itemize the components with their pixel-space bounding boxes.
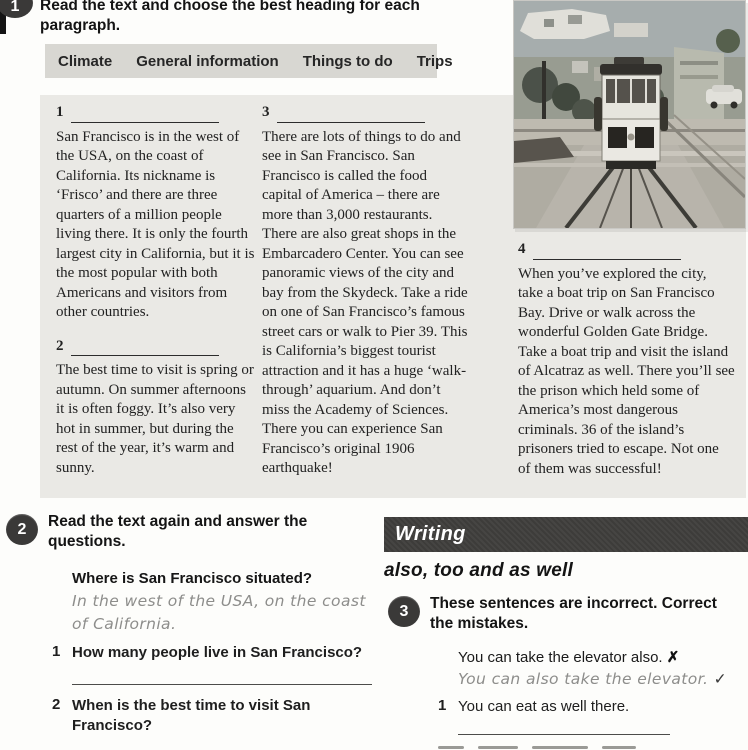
paragraph3-heading (262, 103, 470, 123)
question2-number: 2 (52, 696, 61, 713)
clipped-next-line (438, 746, 678, 750)
question1-text: How many people live in San Francisco? (72, 644, 363, 661)
bank-item-trips: Trips (416, 52, 453, 70)
paragraph2-number: 2 (56, 337, 64, 354)
exercise2-badge (6, 514, 38, 545)
passage-column-2 (262, 103, 470, 479)
paragraph4-heading (518, 240, 735, 260)
check-icon: ✓ (713, 670, 728, 688)
writing-header-label: Writing (395, 523, 466, 545)
example-wrong-text: You can take the elevator also. (458, 649, 663, 666)
paragraph3-number: 3 (262, 104, 270, 120)
question2-text: When is the best time to visit San Francisco? (72, 697, 311, 734)
writing-section-header (384, 517, 748, 552)
headings-bank (45, 44, 453, 78)
exercise2-badge-number: 2 (17, 520, 27, 538)
bank-item-things-to-do: Things to do (302, 52, 393, 70)
paragraph2-heading (56, 337, 256, 357)
exercise1-badge-number: 1 (10, 0, 20, 15)
exercise3-item-1 (438, 697, 738, 717)
paragraph4-heading-blank (533, 245, 681, 260)
paragraph2-text: The best time to visit is spring or autumn. On summer afternoons it is often foggy. It’s also very hot in summer, but during the rest of the year, it’s warm and sunny. (56, 362, 254, 476)
paragraph1-number: 1 (56, 104, 64, 120)
bank-item-general-information: General information (136, 52, 279, 70)
paragraph4-text: When you’ve explored the city, take a boat trip on San Francisco Bay. Drive or walk across the wonderful Golden Gate Bridge. Take a boat trip and visit the island of Alcatraz as well. There you’ll see the prison which held some of America’s most dangerous criminals. 36 of the island’s prisoners tried to escape. Not one of them was successful! (518, 265, 735, 477)
passage-column-3 (518, 240, 735, 479)
question1-number: 1 (52, 643, 61, 660)
question1-answer-line (72, 684, 372, 685)
exercise2-question-2 (52, 696, 352, 736)
exercise2-instruction: Read the text again and answer the questions. (48, 513, 308, 550)
exercise3-instruction: These sentences are incorrect. Correct the mistakes. (430, 595, 717, 632)
exercise3-example-right (458, 668, 748, 691)
exercise3-badge-number: 3 (399, 602, 409, 620)
exercise1-badge (0, 0, 33, 18)
exercise2-example-question: Where is San Francisco situated? (72, 570, 313, 587)
paragraph1-heading (56, 103, 256, 123)
paragraph2-heading-blank (71, 341, 219, 356)
cable-car-photo-illustration (514, 1, 745, 228)
paragraph1-text: San Francisco is in the west of the USA, on the coast of California. Its nickname is ‘Frisco’ and there are three quarters of a million people living there. It is only the fourth largest city in California, but it is the most popular with both Americans and visitors from other countries. (56, 128, 255, 320)
item1-answer-line (458, 734, 670, 735)
exercise2-example-answer: In the west of the USA, on the coast of California. (72, 592, 366, 633)
item1-text: You can eat as well there. (458, 698, 630, 715)
writing-subtitle: also, too and as well (384, 560, 573, 581)
item1-number: 1 (438, 697, 447, 714)
paragraph1-heading-blank (71, 108, 219, 123)
exercise1-instruction: Read the text and choose the best heading for each paragraph. (40, 0, 420, 34)
paragraph4-number: 4 (518, 241, 526, 257)
paragraph3-heading-blank (277, 108, 425, 123)
exercise3-badge (388, 596, 420, 627)
cable-car-photo (513, 0, 746, 229)
cross-icon: ✗ (666, 649, 680, 666)
bank-item-climate: Climate (58, 52, 113, 70)
exercise3-example-wrong (458, 648, 679, 666)
exercise2-question-1 (52, 643, 372, 663)
paragraph3-text: There are lots of things to do and see in San Francisco. San Francisco is called the food capital of America – there are more than 3,000 restaurants. There are also great shops in the Embarcadero Center. You can see panoramic views of the city and bay from the Skydeck. Take a ride on one of San Francisco’s famous street cars or walk to Pier 39. This is California’s biggest tourist attraction and it has a huge ‘walk-through’ aquarium. And don’t miss the Academy of Sciences. There you can experience San Francisco’s original 1906 earthquake! (262, 128, 468, 476)
example-right-text: You can also take the elevator. (458, 670, 709, 688)
passage-column-1 (56, 103, 256, 478)
